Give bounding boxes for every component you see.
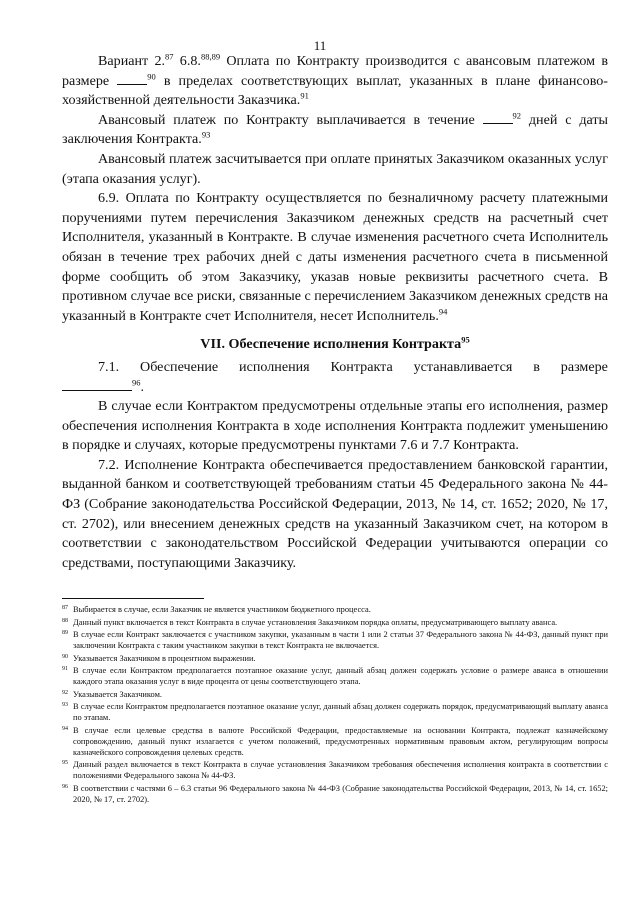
footnote: 90 Указывается Заказчиком в процентном выражении.: [62, 653, 256, 663]
footnote: 94 В случае если целевые средства в валюте Российской Федерации, предоставляемые на основании Контракта, подлежат казначейскому сопровождению, данный пункт излагается с учетом положений, предусмотренных нормативным правовым актом, регулирующим вопросы казначейского сопровождения целевых средств.: [62, 725, 608, 757]
paragraph-7-1: 7.1. Обеспечение исполнения Контракта устанавливается в размере: [98, 358, 608, 375]
document-body: [62, 52, 608, 573]
paragraph-7-1-stages: В случае если Контрактом предусмотрены отдельные этапы его исполнения, размер обеспечения исполнения Контракта в ходе исполнения Контракта подлежит уменьшению в порядке и случаях, которые предусмотрены пунктами 7.6 и 7.7 Контракта.: [62, 398, 608, 454]
footnote: 95 Данный раздел включается в текст Контракта в случае установления Заказчиком требования обеспечения исполнения контракта в соответствии с положениями Федерального закона № 44-ФЗ.: [62, 760, 608, 780]
paragraph-7-2: 7.2. Исполнение Контракта обеспечивается предоставлением банковской гарантии, выданной банком и соответствующей требованиям статьи 45 Федерального закона № 44-ФЗ (Собрание законодательства Российской Федерации, 2013, № 14, ст. 1652; 2020, № 17, ст. 2702), или внесением денежных средств на указанный Заказчиком счет, на котором в соответствии с законодательством Российской Федерации учитываются операции со средствами, поступающими Заказчику.: [62, 456, 608, 571]
section-heading: VII. Обеспечение исполнения Контракта$^{95}$: [200, 334, 470, 353]
blank-line: [62, 378, 132, 391]
footnote: 92 Указывается Заказчиком.: [62, 689, 162, 699]
paragraph-advance-offset: Авансовый платеж засчитывается при оплате принятых Заказчиком оказанных услуг (этапа оказания услуг).: [62, 150, 608, 187]
page-number: 11: [313, 38, 327, 53]
footnote: 91 В случае если Контрактом предполагается поэтапное оказание услуг, данный абзац должен содержать условие о размере аванса в отношении каждого этапа оказания услуг в виде процента от цены соответствующего этапа.: [62, 666, 608, 686]
blank-line: [117, 72, 147, 85]
footnote: 87 Выбирается в случае, если Заказчик не является участником бюджетного процесса.: [62, 605, 371, 614]
footnote: 96 В соответствии с частями 6 – 6.3 статьи 96 Федерального закона № 44-ФЗ (Собрание законодательства Российской Федерации, 2013, № 14, ст. 1652; 2020, № 17, ст. 2702).: [62, 783, 608, 804]
paragraph-advance-variant: Вариант 2.87 6.8.$^{88,89}$ Оплата по Контракту производится с авансовым платежом в размере $^{90}$ в пределах соответствующих выплат, указанных в плане финансово-хозяйственной деятельности Заказчика.$^{91}$: [62, 51, 608, 109]
paragraph-advance-term: Авансовый платеж по Контракту выплачивается в течение $^{92}$ дней с даты заключения Контракта.$^{93}$: [62, 110, 609, 148]
footnote: 88 Данный пункт включается в текст Контракта в случае установления Заказчиком порядка оплаты, предусматривающего выплату аванса.: [62, 617, 558, 627]
footnotes: [62, 604, 608, 806]
footnote: 89 В случае если Контракт заключается с участником закупки, указанным в части 1 или 2 статьи 37 Федерального закона № 44-ФЗ, данный пункт при заключении Контракта с таким участником закупки в текст Контракта не включается.: [62, 630, 608, 650]
footnote: 93 В случае если Контрактом предполагается поэтапное оказание услуг, данный абзац должен содержать порядок, предусматривающий выплату аванса по этапам.: [62, 702, 608, 722]
paragraph-7-1-blank: $^{96}$.: [62, 378, 608, 398]
blank-line: [483, 111, 513, 124]
footnote-separator: [62, 598, 204, 599]
paragraph-6-9: 6.9. Оплата по Контракту осуществляется по безналичному расчету платежными поручениями путем перечисления Заказчиком денежных средств на расчетный счет Исполнителя, указанный в Контракте. В случае изменения расчетного счета Исполнитель обязан в течение трех рабочих дней с даты изменения расчетного счета в письменной форме сообщить об этом Заказчику, указав новые реквизиты расчетного счета. В противном случае все риски, связанные с перечислением Заказчиком денежных средств на указанный в Контракте счет Исполнителя, несет Исполнитель.$^{94}$: [62, 190, 608, 324]
